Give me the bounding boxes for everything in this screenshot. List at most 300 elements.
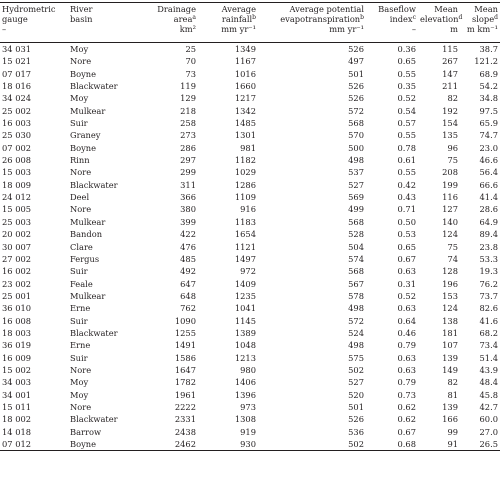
table-row: [0, 80, 500, 92]
cell-bfi: 0.50: [397, 216, 416, 227]
cell-basin: Mulkear: [70, 105, 106, 116]
cell-elevation: 75: [447, 241, 458, 252]
cell-slope: 53.3: [479, 253, 498, 264]
cell-slope: 64.9: [479, 216, 498, 227]
table-row: [0, 253, 500, 265]
cell-rainfall: 972: [240, 266, 256, 277]
cell-basin: Bandon: [70, 229, 103, 240]
column-units: mm yr⁻¹: [329, 24, 364, 34]
cell-basin: Graney: [70, 130, 101, 141]
table-row: [0, 302, 500, 314]
header-row: [0, 3, 500, 42]
cell-pet: 499: [348, 204, 364, 215]
cell-area: 1255: [174, 327, 196, 338]
column-units: km²: [179, 24, 196, 34]
cell-pet: 537: [348, 167, 364, 178]
cell-gauge: 18 003: [2, 327, 32, 338]
cell-rainfall: 980: [240, 364, 256, 375]
footnote-marker: d: [494, 14, 498, 21]
cell-area: 492: [180, 266, 196, 277]
column-header-line1: River: [70, 4, 93, 14]
cell-elevation: 96: [447, 142, 458, 153]
column-header-gauge: [0, 3, 68, 42]
cell-rainfall: 1301: [234, 130, 256, 141]
column-header-basin: [68, 3, 140, 42]
cell-rainfall: 1286: [234, 179, 256, 190]
cell-gauge: 16 003: [2, 118, 32, 129]
footnote-marker: d: [458, 14, 463, 21]
cell-pet: 528: [348, 229, 364, 240]
cell-gauge: 07 012: [0, 438, 68, 451]
cell-elevation: 107: [442, 340, 458, 351]
cell-gauge: 15 011: [2, 401, 32, 412]
cell-pet: 497: [348, 56, 364, 67]
cell-area: 119: [180, 81, 196, 92]
cell-slope: 48.4: [479, 377, 498, 388]
column-header-line1: Average: [221, 4, 256, 14]
cell-rainfall: 1235: [234, 290, 256, 301]
table-row: [0, 290, 500, 302]
column-header-line2: slope: [472, 14, 495, 24]
cell-gauge: 34 024: [2, 93, 32, 104]
cell-rainfall: 1497: [234, 253, 256, 264]
cell-bfi: 0.36: [397, 44, 416, 54]
cell-slope: 34.8: [479, 93, 498, 104]
cell-pet: 524: [348, 327, 364, 338]
cell-basin: Clare: [70, 241, 93, 252]
cell-basin: Blackwater: [70, 414, 118, 425]
cell-gauge: 15 021: [2, 56, 32, 67]
cell-elevation: 211: [442, 81, 458, 92]
cell-gauge: 34 003: [2, 377, 32, 388]
cell-area: 762: [180, 303, 196, 314]
cell-gauge: 16 009: [2, 352, 32, 363]
cell-bfi: 0.68: [366, 438, 418, 451]
cell-gauge: 16 002: [2, 266, 32, 277]
cell-elevation: 75: [447, 155, 458, 166]
cell-bfi: 0.63: [397, 352, 416, 363]
table-row: [0, 142, 500, 154]
cell-basin: Nore: [70, 364, 92, 375]
table-row: [0, 401, 500, 413]
cell-bfi: 0.35: [397, 81, 416, 92]
cell-area: 1586: [174, 352, 196, 363]
table-row: [0, 265, 500, 277]
cell-basin: Nore: [70, 167, 92, 178]
cell-rainfall: 1182: [234, 155, 256, 166]
cell-pet: 520: [348, 389, 364, 400]
cell-rainfall: 1121: [234, 241, 256, 252]
cell-bfi: 0.63: [397, 303, 416, 314]
cell-pet: 500: [348, 142, 364, 153]
table-row: [0, 92, 500, 104]
cell-area: 366: [180, 192, 196, 203]
cell-slope: 27.0: [479, 426, 498, 437]
cell-area: 286: [180, 142, 196, 153]
cell-rainfall: 1660: [234, 81, 256, 92]
cell-basin: Blackwater: [70, 179, 118, 190]
cell-slope: 42.7: [479, 401, 498, 412]
cell-bfi: 0.55: [397, 130, 416, 141]
cell-basin: Moy: [70, 389, 89, 400]
footnote-marker: a: [192, 14, 196, 21]
cell-slope: 56.4: [479, 167, 498, 178]
cell-gauge: 18 009: [2, 179, 32, 190]
cell-slope: 82.6: [479, 303, 498, 314]
cell-slope: 51.4: [479, 352, 498, 363]
cell-area: 273: [180, 130, 196, 141]
cell-rainfall: 1217: [234, 93, 256, 104]
cell-area: 648: [180, 290, 196, 301]
cell-gauge: 14 018: [2, 426, 32, 437]
cell-rainfall: 1349: [234, 44, 256, 54]
cell-basin: Barrow: [70, 426, 102, 437]
cell-gauge: 20 002: [2, 229, 32, 240]
cell-bfi: 0.46: [397, 327, 416, 338]
cell-elevation: 116: [442, 192, 458, 203]
column-header-slope: [460, 3, 500, 42]
cell-pet: 574: [348, 253, 364, 264]
table-row: [0, 191, 500, 203]
cell-gauge: 34 001: [2, 389, 32, 400]
cell-pet: 498: [348, 155, 364, 166]
column-header-bfi: [366, 3, 418, 42]
cell-basin: Deel: [70, 192, 90, 203]
table-row: [0, 438, 500, 451]
cell-basin: Blackwater: [70, 81, 118, 92]
cell-elevation: 140: [442, 216, 458, 227]
cell-area: 73: [185, 68, 196, 79]
cell-pet: 527: [348, 179, 364, 190]
cell-slope: 23.0: [479, 142, 498, 153]
cell-elevation: 208: [442, 167, 458, 178]
cell-pet: 526: [348, 81, 364, 92]
cell-basin: Erne: [70, 303, 91, 314]
cell-slope: 97.5: [479, 105, 498, 116]
cell-area: 70: [185, 56, 196, 67]
cell-gauge: 15 003: [2, 167, 32, 178]
table-body: [0, 43, 500, 451]
column-header-line1: Mean: [434, 4, 458, 14]
cell-slope: 23.8: [479, 241, 498, 252]
table-row: [0, 154, 500, 166]
cell-basin: Moy: [70, 44, 89, 54]
column-header-line2: rainfall: [221, 14, 253, 24]
cell-rainfall: 1654: [234, 229, 256, 240]
cell-gauge: 24 012: [2, 192, 32, 203]
cell-area: 297: [180, 155, 196, 166]
cell-gauge: 30 007: [2, 241, 32, 252]
cell-slope: 46.6: [479, 155, 498, 166]
cell-elevation: 124: [442, 303, 458, 314]
cell-elevation: 82: [447, 93, 458, 104]
table-row: [0, 68, 500, 80]
cell-elevation: 166: [442, 414, 458, 425]
cell-gauge: 34 031: [2, 44, 32, 54]
cell-elevation: 153: [442, 290, 458, 301]
column-header-line2: elevation: [420, 14, 459, 24]
cell-elevation: 149: [442, 364, 458, 375]
cell-slope: 121.2: [474, 56, 498, 67]
table-row: [0, 413, 500, 425]
cell-slope: 73.7: [479, 290, 498, 301]
cell-area: 1961: [174, 389, 196, 400]
cell-elevation: 127: [442, 204, 458, 215]
cell-pet: 568: [348, 118, 364, 129]
cell-rainfall: 1016: [234, 68, 256, 79]
column-header-line2: area: [173, 14, 193, 24]
cell-basin: Mulkear: [70, 216, 106, 227]
cell-slope: 65.9: [479, 118, 498, 129]
cell-basin: Nore: [70, 401, 92, 412]
cell-bfi: 0.61: [397, 155, 416, 166]
table-row: [0, 43, 500, 56]
cell-rainfall: 1145: [234, 315, 256, 326]
cell-pet: 578: [348, 290, 364, 301]
footnote-marker: c: [412, 14, 416, 21]
cell-slope: 43.9: [479, 364, 498, 375]
cell-area: 2331: [174, 414, 196, 425]
cell-basin: Rinn: [70, 155, 90, 166]
column-units: –: [411, 24, 416, 34]
cell-slope: 41.4: [479, 192, 498, 203]
cell-elevation: 81: [447, 389, 458, 400]
cell-gauge: 25 003: [2, 216, 32, 227]
column-units: m: [450, 24, 458, 34]
cell-slope: 54.2: [479, 81, 498, 92]
cell-gauge: 15 005: [2, 204, 32, 215]
cell-slope: 89.4: [479, 229, 498, 240]
cell-pet: 502: [348, 364, 364, 375]
cell-bfi: 0.53: [397, 229, 416, 240]
cell-pet: 527: [348, 377, 364, 388]
cell-rainfall: 1109: [234, 192, 256, 203]
table-row: [0, 426, 500, 438]
cell-pet: 526: [348, 44, 364, 54]
cell-area: 647: [180, 278, 196, 289]
cell-bfi: 0.78: [397, 142, 416, 153]
table-row: [0, 117, 500, 129]
cell-slope: 68.2: [479, 327, 498, 338]
table-row: [0, 129, 500, 141]
cell-rainfall: 1167: [234, 56, 256, 67]
cell-area: 25: [185, 44, 196, 54]
cell-rainfall: 919: [240, 426, 256, 437]
cell-elevation: 99: [447, 426, 458, 437]
table-row: [0, 352, 500, 364]
cell-elevation: 196: [442, 278, 458, 289]
cell-basin: Nore: [70, 56, 92, 67]
cell-rainfall: 1041: [234, 303, 256, 314]
cell-rainfall: 1342: [234, 105, 256, 116]
cell-bfi: 0.71: [397, 204, 416, 215]
cell-elevation: 147: [442, 68, 458, 79]
table-row: [0, 389, 500, 401]
cell-pet: 498: [348, 303, 364, 314]
cell-elevation: 199: [442, 179, 458, 190]
cell-elevation: 154: [442, 118, 458, 129]
table-row: [0, 315, 500, 327]
cell-slope: 68.9: [479, 68, 498, 79]
cell-rainfall: 1308: [234, 414, 256, 425]
cell-bfi: 0.62: [397, 401, 416, 412]
cell-bfi: 0.57: [397, 118, 416, 129]
cell-area: 380: [180, 204, 196, 215]
cell-pet: 568: [348, 266, 364, 277]
cell-rainfall: 1389: [234, 327, 256, 338]
cell-basin: Suir: [70, 315, 88, 326]
cell-basin: Boyne: [68, 438, 140, 451]
cell-rainfall: 1396: [234, 389, 256, 400]
cell-elevation: 124: [442, 229, 458, 240]
cell-elevation: 139: [442, 352, 458, 363]
table-row: [0, 376, 500, 388]
cell-area: 399: [180, 216, 196, 227]
cell-slope: 66.6: [479, 179, 498, 190]
cell-pet: 526: [348, 414, 364, 425]
cell-gauge: 07 017: [2, 68, 32, 79]
column-units: mm yr⁻¹: [221, 24, 256, 34]
column-header-pet: [258, 3, 366, 42]
table-row: [0, 241, 500, 253]
cell-slope: 45.8: [479, 389, 498, 400]
cell-gauge: 36 010: [2, 303, 32, 314]
cell-basin: Nore: [70, 204, 92, 215]
cell-slope: 19.3: [479, 266, 498, 277]
cell-area: 1491: [174, 340, 196, 351]
column-header-line1: Mean: [474, 4, 498, 14]
cell-rainfall: 973: [240, 401, 256, 412]
cell-bfi: 0.67: [397, 426, 416, 437]
cell-area: 422: [180, 229, 196, 240]
cell-area: 299: [180, 167, 196, 178]
cell-gauge: 18 002: [2, 414, 32, 425]
cell-bfi: 0.65: [397, 56, 416, 67]
table-row: [0, 105, 500, 117]
table-row: [0, 216, 500, 228]
column-units: –: [2, 24, 7, 34]
cell-elevation: 181: [442, 327, 458, 338]
cell-gauge: 25 030: [2, 130, 32, 141]
column-header-line2: gauge: [2, 14, 28, 24]
cell-pet: 568: [348, 216, 364, 227]
cell-elevation: 74: [447, 253, 458, 264]
cell-basin: Blackwater: [70, 327, 118, 338]
table-row: [0, 278, 500, 290]
cell-rainfall: 1183: [234, 216, 256, 227]
cell-basin: Suir: [70, 352, 88, 363]
cell-elevation: 267: [442, 56, 458, 67]
column-header-area: [140, 3, 198, 42]
cell-bfi: 0.52: [397, 290, 416, 301]
cell-area: 476: [180, 241, 196, 252]
table-row: [0, 327, 500, 339]
cell-elevation: 128: [442, 266, 458, 277]
cell-area: 258: [180, 118, 196, 129]
cell-bfi: 0.43: [397, 192, 416, 203]
cell-pet: 526: [348, 93, 364, 104]
cell-elevation: 138: [442, 315, 458, 326]
table-row: [0, 228, 500, 240]
cell-basin: Erne: [70, 340, 91, 351]
cell-slope: 76.2: [479, 278, 498, 289]
cell-elevation: 135: [442, 130, 458, 141]
column-header-elevation: [418, 3, 463, 42]
cell-bfi: 0.67: [397, 253, 416, 264]
cell-bfi: 0.54: [397, 105, 416, 116]
cell-gauge: 25 001: [2, 290, 32, 301]
cell-area: 218: [180, 105, 196, 116]
cell-area: 2438: [174, 426, 196, 437]
cell-basin: Boyne: [70, 142, 97, 153]
cell-basin: Mulkear: [70, 290, 106, 301]
cell-bfi: 0.63: [397, 364, 416, 375]
cell-area: 129: [180, 93, 196, 104]
cell-elevation: 91: [418, 438, 460, 451]
cell-bfi: 0.79: [397, 340, 416, 351]
table-row: [0, 203, 500, 215]
cell-slope: 26.5: [460, 438, 500, 451]
cell-pet: 570: [348, 130, 364, 141]
footnote-marker: b: [360, 14, 364, 21]
cell-gauge: 36 019: [2, 340, 32, 351]
cell-pet: 575: [348, 352, 364, 363]
cell-slope: 38.7: [479, 44, 498, 54]
cell-rainfall: 916: [240, 204, 256, 215]
cell-gauge: 15 002: [2, 364, 32, 375]
column-header-line2: basin: [70, 14, 93, 24]
column-header-line1: Drainage: [157, 4, 196, 14]
column-units: m km⁻¹: [466, 24, 498, 34]
cell-basin: Feale: [70, 278, 93, 289]
cell-area: 485: [180, 253, 196, 264]
cell-pet: 569: [348, 192, 364, 203]
cell-rainfall: 1406: [234, 377, 256, 388]
cell-gauge: 07 002: [2, 142, 32, 153]
cell-slope: 73.4: [479, 340, 498, 351]
cell-elevation: 82: [447, 377, 458, 388]
cell-pet: 498: [348, 340, 364, 351]
column-header-line2: evapotranspiration: [280, 14, 361, 24]
cell-pet: 572: [348, 105, 364, 116]
cell-basin: Moy: [70, 93, 89, 104]
cell-area: 1782: [174, 377, 196, 388]
cell-pet: 536: [348, 426, 364, 437]
cell-area: 2222: [174, 401, 196, 412]
cell-bfi: 0.79: [397, 377, 416, 388]
cell-basin: Fergus: [70, 253, 100, 264]
cell-bfi: 0.55: [397, 68, 416, 79]
catchment-table: [0, 2, 500, 451]
cell-rainfall: 1485: [234, 118, 256, 129]
cell-basin: Moy: [70, 377, 89, 388]
cell-bfi: 0.55: [397, 167, 416, 178]
cell-elevation: 115: [442, 44, 458, 54]
cell-basin: Suir: [70, 118, 88, 129]
cell-area: 1090: [174, 315, 196, 326]
cell-elevation: 139: [442, 401, 458, 412]
column-header-line1: Average potential: [289, 4, 364, 14]
cell-pet: 502: [258, 438, 366, 451]
cell-pet: 501: [348, 68, 364, 79]
cell-gauge: 16 008: [2, 315, 32, 326]
cell-pet: 572: [348, 315, 364, 326]
cell-bfi: 0.62: [397, 414, 416, 425]
column-header-line2: index: [389, 14, 413, 24]
cell-pet: 567: [348, 278, 364, 289]
cell-area: 2462: [140, 438, 198, 451]
cell-gauge: 26 008: [2, 155, 32, 166]
